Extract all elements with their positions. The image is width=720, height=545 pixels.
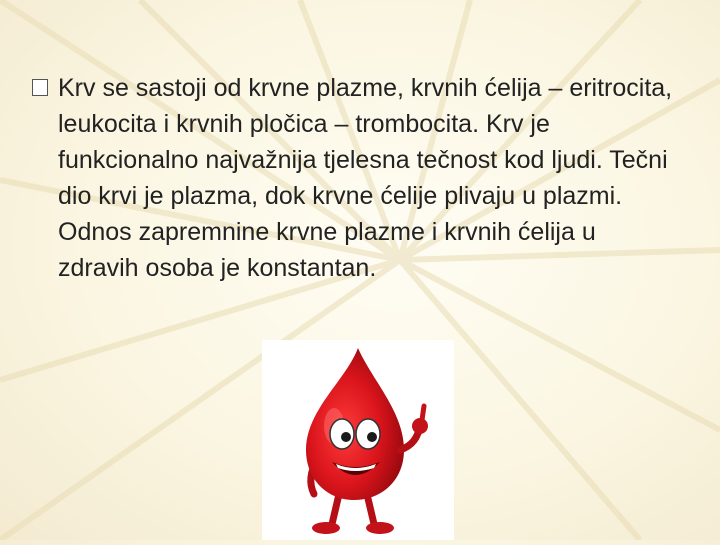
paragraph-text: Krv se sastoji od krvne plazme, krvnih ćelija – eritrocita, leukocita i krvnih pločica – trombocita. Krv je funkcionalno najvažnija tjelesna tečnost kod ljudi. Tečni dio krvi je plazma, dok krvne ćelije plivaju u plazmi. Odnos zapremnine krvne plazme i krvnih ćelija u zdravih osoba je konstantan. bbox=[58, 74, 673, 282]
bullet-item bbox=[32, 70, 682, 286]
blood-drop-mascot-icon bbox=[262, 340, 454, 540]
slide-body bbox=[32, 70, 682, 286]
square-bullet-icon bbox=[32, 79, 48, 96]
mascot-image bbox=[262, 340, 454, 540]
